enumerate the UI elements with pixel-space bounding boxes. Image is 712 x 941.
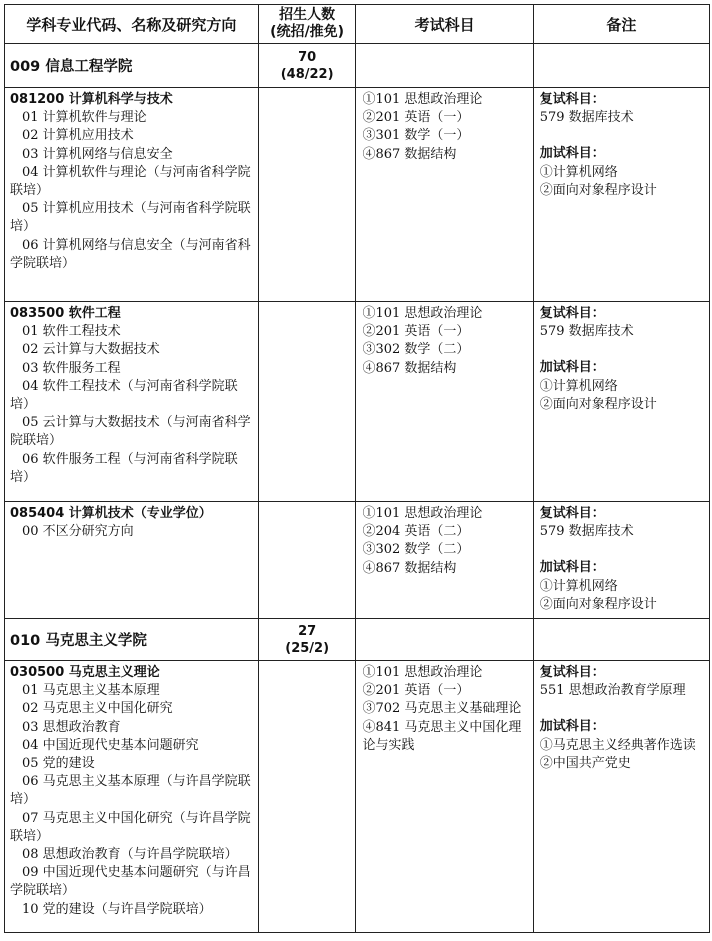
college-quota [258,44,356,88]
subject-item: ①101 思想政治理论 [362,306,483,321]
direction-item: 05 云计算与大数据技术（与河南省科学院联培） [10,415,251,449]
subject-item: ②201 英语（一） [362,683,470,699]
direction-item: 02 马克思主义中国化研究 [22,701,173,717]
quota-split: (48/22) [280,66,334,82]
empty-cell [356,44,533,88]
admissions-table [4,4,710,933]
extra-subject: ②中国共产党史 [539,755,631,771]
quota-cell [258,88,356,302]
header-quota-line1: 招生人数 [279,7,336,23]
direction-item: 03 软件服务工程 [22,360,121,376]
subject-item: ②201 英语（一） [362,110,470,126]
major-title: 081200 计算机科学与技术 [10,92,173,107]
major-cell [5,302,259,502]
college-row [5,44,710,88]
major-row [5,661,710,933]
direction-item: 03 计算机网络与信息安全 [22,146,173,162]
subject-item: ④867 数据结构 [362,360,457,376]
subject-item: ①101 思想政治理论 [362,506,483,521]
direction-item: 09 中国近现代史基本问题研究（与许昌学院联培） [10,865,251,899]
major-cell [5,502,259,619]
header-subjects: 考试科目 [356,5,533,44]
extra-label: 加试科目： [539,719,605,735]
extra-label: 加试科目： [539,146,605,162]
notes-cell [533,661,709,933]
direction-item: 02 计算机应用技术 [22,128,134,144]
retest-label: 复试科目： [539,665,605,680]
subjects-cell [356,88,533,302]
extra-subject: ①计算机网络 [539,578,618,594]
quota-total: 27 [298,623,317,639]
major-title: 085404 计算机技术（专业学位） [10,506,212,521]
retest-subject: 579 数据库技术 [539,110,634,126]
header-row [5,5,710,44]
header-major: 学科专业代码、名称及研究方向 [5,5,259,44]
empty-cell [533,619,709,661]
direction-item: 03 思想政治教育 [22,719,121,735]
subject-item: ④867 数据结构 [362,146,457,162]
direction-item: 04 中国近现代史基本问题研究 [22,737,199,753]
major-row [5,502,710,619]
subject-item: ②204 英语（二） [362,524,470,540]
direction-item: 04 软件工程技术（与河南省科学院联培） [10,378,238,413]
subject-item: ③702 马克思主义基础理论 [362,701,522,717]
retest-label: 复试科目： [539,506,605,521]
subjects-cell [356,661,533,933]
college-quota [258,619,356,661]
retest-label: 复试科目： [539,92,605,107]
quota-total: 70 [298,49,317,65]
quota-cell [258,502,356,619]
major-row [5,302,710,502]
direction-item: 04 计算机软件与理论（与河南省科学院联培） [10,164,251,199]
direction-item: 01 软件工程技术 [22,324,121,340]
direction-item: 06 马克思主义基本原理（与许昌学院联培） [10,774,251,808]
notes-cell [533,502,709,619]
notes-cell [533,88,709,302]
quota-cell [258,661,356,933]
major-cell [5,661,259,933]
direction-item: 10 党的建设（与许昌学院联培） [22,901,212,917]
header-quota [258,5,356,44]
direction-item: 02 云计算与大数据技术 [22,342,160,358]
quota-split: (25/2) [285,640,330,656]
extra-subject: ②面向对象程序设计 [539,182,657,198]
extra-subject: ②面向对象程序设计 [539,396,657,412]
direction-item: 01 计算机软件与理论 [22,110,147,126]
major-row [5,88,710,302]
college-row [5,619,710,661]
empty-cell [356,619,533,661]
direction-item: 07 马克思主义中国化研究（与许昌学院联培） [10,810,251,844]
retest-subject: 579 数据库技术 [539,524,634,540]
extra-subject: ②面向对象程序设计 [539,596,657,612]
major-title: 030500 马克思主义理论 [10,665,160,680]
subject-item: ①101 思想政治理论 [362,665,483,680]
direction-item: 05 计算机应用技术（与河南省科学院联培） [10,201,251,235]
direction-item: 05 党的建设 [22,756,95,772]
subject-item: ④867 数据结构 [362,560,457,576]
major-cell [5,88,259,302]
subject-item: ③301 数学（一） [362,128,470,144]
direction-item: 08 思想政治教育（与许昌学院联培） [22,847,238,863]
extra-label: 加试科目： [539,360,605,376]
direction-item: 00 不区分研究方向 [22,524,134,540]
extra-label: 加试科目： [539,560,605,576]
college-name: 010 马克思主义学院 [5,619,259,661]
header-notes: 备注 [533,5,709,44]
subject-item: ④841 马克思主义中国化理论与实践 [362,719,522,753]
subject-item: ①101 思想政治理论 [362,92,483,107]
notes-cell [533,302,709,502]
subjects-cell [356,302,533,502]
subject-item: ③302 数学（二） [362,342,470,358]
subject-item: ③302 数学（二） [362,542,470,558]
subjects-cell [356,502,533,619]
extra-subject: ①计算机网络 [539,164,618,180]
direction-item: 01 马克思主义基本原理 [22,683,160,699]
college-name: 009 信息工程学院 [5,44,259,88]
quota-cell [258,302,356,502]
extra-subject: ①马克思主义经典著作选读 [539,737,696,753]
major-title: 083500 软件工程 [10,306,121,321]
retest-subject: 551 思想政治教育学原理 [539,683,686,699]
retest-label: 复试科目： [539,306,605,321]
empty-cell [533,44,709,88]
direction-item: 06 软件服务工程（与河南省科学院联培） [10,451,238,485]
retest-subject: 579 数据库技术 [539,324,634,340]
subject-item: ②201 英语（一） [362,324,470,340]
direction-item: 06 计算机网络与信息安全（与河南省科学院联培） [10,237,251,271]
header-quota-line2: (统招/推免) [270,24,345,40]
extra-subject: ①计算机网络 [539,378,618,394]
